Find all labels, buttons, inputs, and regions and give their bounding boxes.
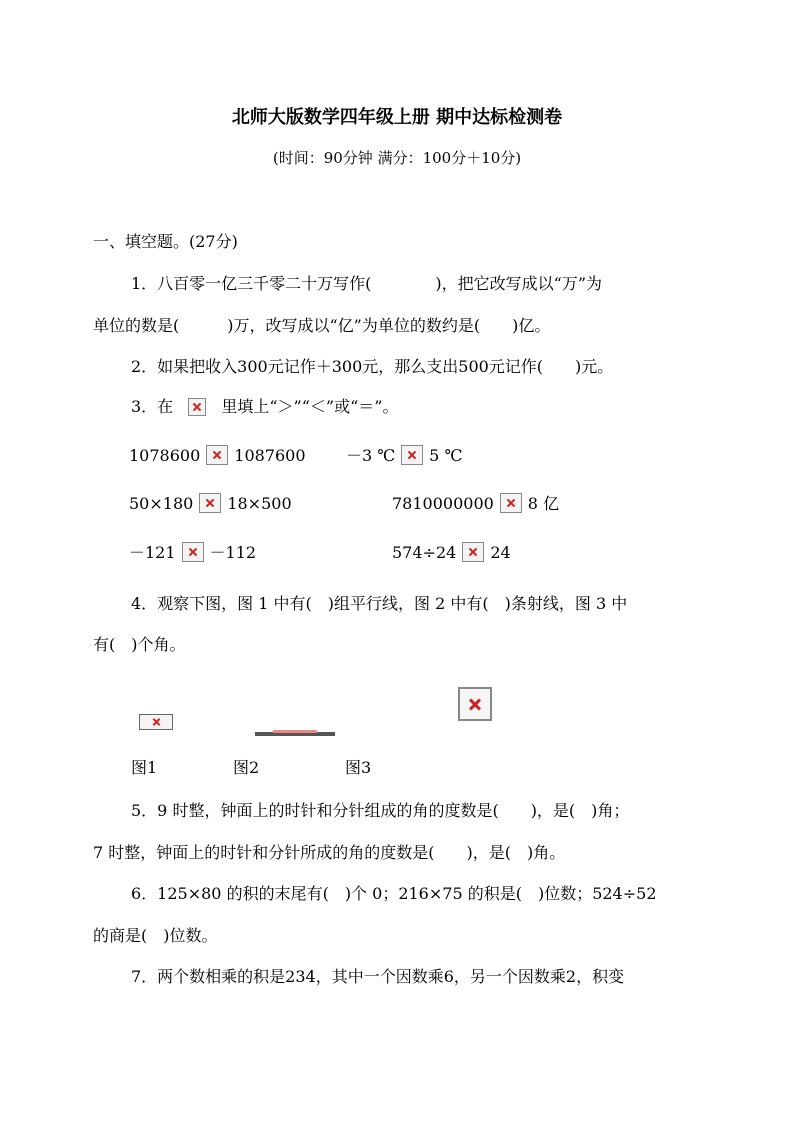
blank-box-icon: [182, 542, 204, 562]
comparison-2: [346, 445, 462, 467]
question-5-line-2: 7 时整，钟面上的时针和分针所成的角的度数是( )，是( )角。: [93, 843, 566, 862]
blank-box-icon: [199, 493, 221, 513]
comparison-right: 8 亿: [527, 494, 560, 513]
comparison-left: －121: [129, 543, 176, 562]
comparison-left: 50×180: [129, 494, 194, 513]
section-heading: 一、填空题。(27分): [93, 232, 238, 251]
question-6-line-1: 6．125×80 的积的末尾有( )个 0；216×75 的积是( )位数；524÷52: [131, 884, 657, 903]
comparison-right: 18×500: [227, 494, 292, 513]
comparison-right: 5 ℃: [429, 446, 463, 465]
comparison-left: 7810000000: [392, 494, 494, 513]
question-3-suffix: 里填上“＞”“＜”或“＝”。: [221, 397, 399, 416]
comparison-4: [392, 493, 559, 515]
comparison-left: 574÷24: [392, 543, 457, 562]
question-1-line-1: 1．八百零一亿三千零二十万写作( )，把它改写成以“万”为: [131, 274, 603, 293]
blank-box-icon: [401, 445, 423, 465]
figure-3-label: 图3: [345, 758, 372, 777]
comparison-3: [129, 493, 292, 515]
question-4-line-1: 4．观察下图，图 1 中有( )组平行线，图 2 中有( )条射线，图 3 中: [131, 594, 628, 613]
comparison-right: 1087600: [234, 446, 306, 465]
page-title: 北师大版数学四年级上册 期中达标检测卷: [231, 107, 563, 128]
blank-box-icon: [188, 398, 206, 416]
blank-box-icon: [500, 493, 522, 513]
comparison-5: [129, 542, 256, 564]
figure-2-image: [255, 732, 335, 736]
question-6-line-2: 的商是( )位数。: [93, 926, 218, 945]
figure-1-image: [139, 714, 173, 730]
comparison-right: －112: [209, 543, 257, 562]
figure-2-label: 图2: [233, 758, 260, 777]
figure-1-label: 图1: [131, 758, 158, 777]
question-1-line-2: 单位的数是( )万，改写成以“亿”为单位的数约是( )亿。: [93, 316, 551, 335]
blank-box-icon: [206, 445, 228, 465]
question-2: 2．如果把收入300元记作＋300元，那么支出500元记作( )元。: [131, 357, 614, 376]
exam-info: (时间：90分钟 满分：100分＋10分): [272, 149, 522, 167]
question-4-line-2: 有( )个角。: [93, 635, 186, 654]
question-7-line-1: 7．两个数相乘的积是234，其中一个因数乘6，另一个因数乘2，积变: [131, 967, 625, 986]
comparison-left: 1078600: [129, 446, 201, 465]
question-3: [131, 396, 398, 418]
blank-box-icon: [462, 542, 484, 562]
question-3-prefix: 3．在: [131, 397, 174, 416]
comparison-6: [392, 542, 511, 564]
comparison-1: [129, 445, 306, 467]
question-5-line-1: 5．9 时整，钟面上的时针和分针组成的角的度数是( )，是( )角；: [131, 801, 630, 820]
comparison-right: 24: [490, 543, 511, 562]
figure-3-image: [458, 687, 492, 721]
comparison-left: －3 ℃: [346, 446, 396, 465]
